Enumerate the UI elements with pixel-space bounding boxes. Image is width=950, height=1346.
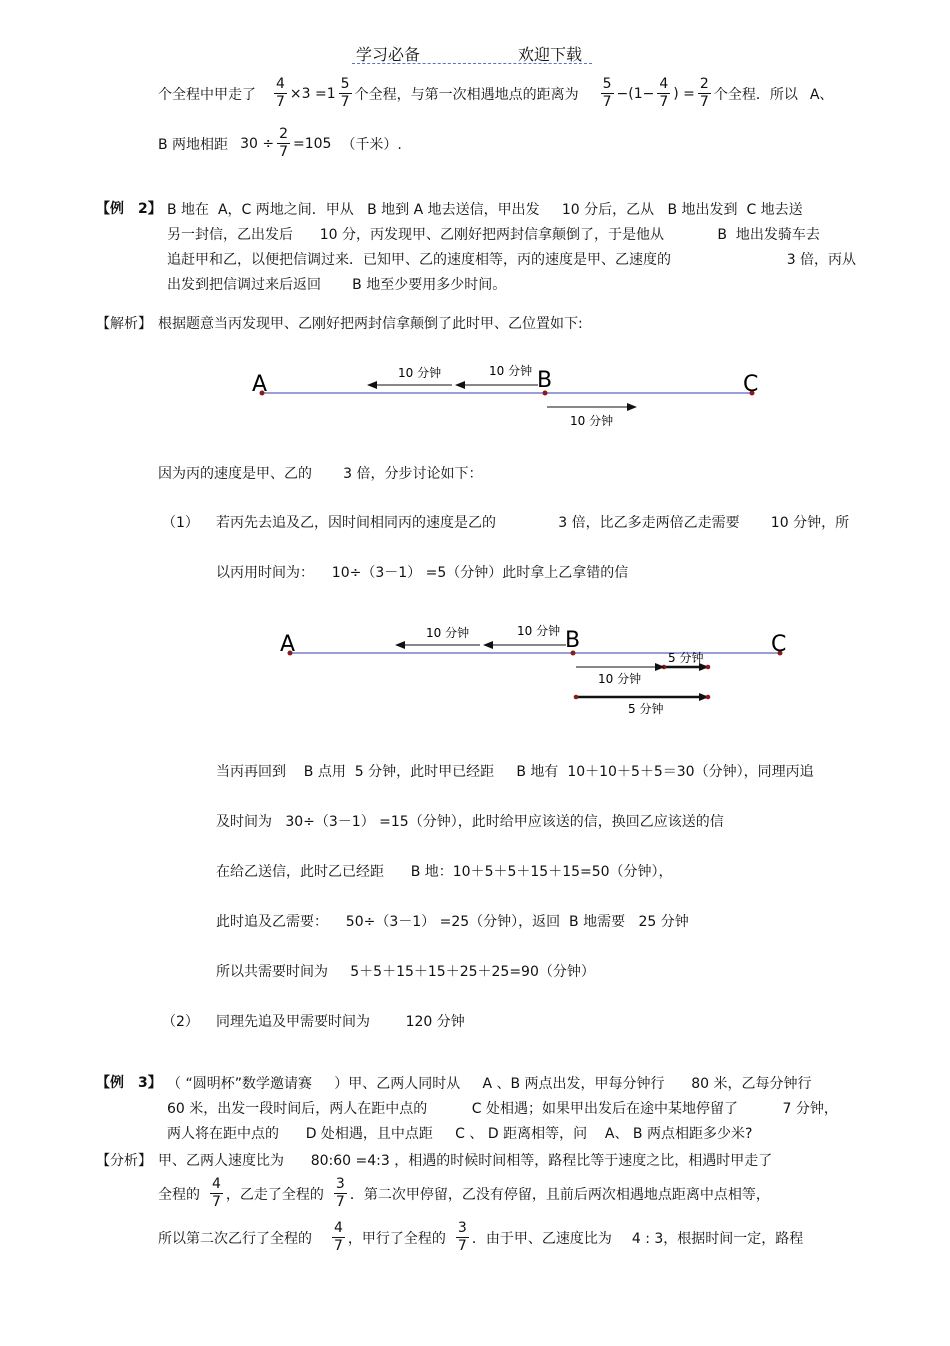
case-1-line-1: 若丙先去追及乙，因时间相同丙的速度是乙的 3 倍，比乙多走两倍乙走需要 10 分钟，所 — [216, 515, 850, 531]
fenxi-text: 4 : 3，根据时间一定，路程 — [631, 1230, 804, 1247]
fenxi-tag: 【分析】 — [96, 1153, 152, 1169]
solution-line-1: 当丙再回到 B 点用 5 分钟，此时甲已经距 B 地有 10＋10＋5＋5＝30（分钟），同理丙追 — [216, 764, 814, 780]
fraction: $\frac{4}{7}$ — [276, 76, 285, 110]
header-right: 欢迎下载 — [518, 45, 583, 64]
label-a: A — [280, 632, 296, 657]
fenxi-line-1: 甲、乙两人速度比为 80:60 =4:3 ，相遇的时候时间相等，路程比等于速度之比，相遇时甲走了 — [158, 1153, 773, 1169]
fenxi-text: ，甲行了全程的 — [347, 1230, 446, 1247]
fenxi-text: 全程的 — [158, 1186, 200, 1203]
arrow-label: 10 分钟 — [598, 672, 642, 686]
intro-text: B 两地相距 — [158, 136, 229, 153]
solution-line-2: 及时间为 30÷（3－1） =15（分钟），此时给甲应该送的信，换回乙应该送的信 — [216, 814, 724, 830]
label-b: B — [537, 368, 553, 393]
example-2-body — [167, 198, 856, 298]
label-b: B — [565, 628, 581, 653]
intro-text-g: A、 — [809, 86, 834, 103]
point-marker — [706, 665, 711, 670]
arrow-label: 5 分钟 — [628, 702, 664, 716]
case-1-line-2: 以丙用时间为： 10÷（3－1） =5（分钟）此时拿上乙拿错的信 — [216, 565, 629, 581]
intro-text-b: ×3 =1 — [289, 85, 336, 102]
fenxi-text: ，乙走了全程的 — [225, 1186, 324, 1203]
arrow-label: 5 分钟 — [668, 651, 704, 665]
example-3-line: （ “圆明杯”数学邀请赛 ）甲、乙两人同时从 A 、B 两点出发，甲每分钟行 80 米，乙每分钟行 — [167, 1076, 812, 1092]
intro-text-e: ) = — [673, 85, 695, 102]
arrow-label: 10 分钟 — [398, 366, 442, 380]
label-c: C — [743, 372, 759, 397]
solution-line-4: 此时追及乙需要： 50÷（3－1） =25（分钟），返回 B 地需要 25 分钟 — [216, 914, 689, 930]
example-2-line: 另一封信，乙出发后 10 分，丙发现甲、乙刚好把两封信拿颠倒了，于是他从 B 地出发骑车去 — [167, 227, 820, 243]
example-3-tag: 【例 3】 — [96, 1075, 162, 1091]
intro-text-c: 个全程，与第一次相遇地点的距离为 — [354, 86, 579, 103]
intro-text-d: −(1− — [616, 85, 655, 102]
intro-text: 30 ÷ — [240, 135, 275, 152]
fenxi-text: ．由于甲、乙速度比为 — [471, 1230, 612, 1247]
fraction: $\frac{3}{7}$ — [335, 1176, 345, 1210]
arrow-label: 10 分钟 — [570, 414, 614, 428]
arrow-label: 10 分钟 — [426, 626, 470, 640]
arrow-label: 10 分钟 — [517, 624, 561, 638]
fraction: $\frac{5}{7}$ — [602, 76, 612, 110]
fraction: $\frac{2}{7}$ — [699, 76, 709, 110]
fenxi-line-2 — [158, 1176, 770, 1211]
example-2-line: 出发到把信调过来后返回 B 地至少要用多少时间。 — [167, 277, 507, 293]
label-c: C — [771, 632, 787, 657]
header-left: 学习必备 — [356, 45, 421, 64]
discussion-intro: 因为丙的速度是甲、乙的 3 倍，分步讨论如下： — [158, 466, 483, 482]
solution-line-5: 所以共需要时间为 5＋5＋15＋15＋25＋25=90（分钟） — [216, 964, 595, 980]
label-a: A — [252, 372, 268, 397]
fraction: $\frac{3}{7}$ — [457, 1220, 467, 1254]
fraction: $\frac{4}{7}$ — [212, 1176, 221, 1210]
case-1-number: （1） — [162, 515, 199, 531]
example-3-line: 两人将在距中点的 D 处相遇，且中点距 C 、 D 距离相等，问 A、 B 两点相距多少米? — [167, 1126, 753, 1142]
case-2-number: （2） — [162, 1014, 199, 1030]
solution-line-3: 在给乙送信，此时乙已经距 B 地：10＋5＋5＋15＋15=50（分钟）， — [216, 864, 673, 880]
intro-text: （千米）. — [341, 136, 402, 153]
point-marker — [706, 695, 711, 700]
example-2-line: B 地在 A，C 两地之间．甲从 B 地到 A 地去送信，甲出发 10 分后，乙从 B 地出发到 C 地去送 — [167, 202, 803, 218]
example-3-body — [167, 1072, 838, 1147]
fenxi-line-3 — [158, 1220, 803, 1255]
fenxi-text: ．第二次甲停留，乙没有停留，且前后两次相遇地点距离中点相等， — [349, 1186, 770, 1203]
example-2-line: 追赶甲和乙，以便把信调过来．已知甲、乙的速度相等，丙的速度是甲、乙速度的 3 倍，丙从 — [167, 252, 857, 268]
diagram-1 — [240, 355, 780, 435]
jiexi-text: 根据题意当丙发现甲、乙刚好把两封信拿颠倒了此时甲、乙位置如下: — [158, 316, 583, 332]
fraction: $\frac{4}{7}$ — [659, 76, 669, 110]
example-2-tag: 【例 2】 — [96, 201, 162, 217]
fenxi-text: 所以第二次乙行了全程的 — [158, 1230, 312, 1247]
fraction: $\frac{2}{7}$ — [279, 126, 288, 160]
fraction: $\frac{4}{7}$ — [334, 1220, 343, 1254]
intro-line-1 — [158, 76, 833, 111]
example-3-line: 60 米，出发一段时间后，两人在距中点的 C 处相遇；如果甲出发后在途中某地停留了 7 分钟， — [167, 1101, 838, 1117]
intro-text-f: 个全程．所以 — [713, 86, 798, 103]
intro-text: =105 — [292, 135, 332, 152]
diagram-2 — [268, 615, 808, 725]
arrow-label: 10 分钟 — [489, 364, 533, 378]
intro-text-a: 个全程中甲走了 — [158, 86, 256, 103]
jiexi-tag: 【解析】 — [96, 316, 152, 332]
intro-line-2 — [158, 126, 402, 161]
point-marker — [574, 695, 579, 700]
header-divider — [352, 63, 592, 64]
case-2-text: 同理先追及甲需要时间为 120 分钟 — [216, 1014, 465, 1030]
fraction: $\frac{5}{7}$ — [340, 76, 350, 110]
